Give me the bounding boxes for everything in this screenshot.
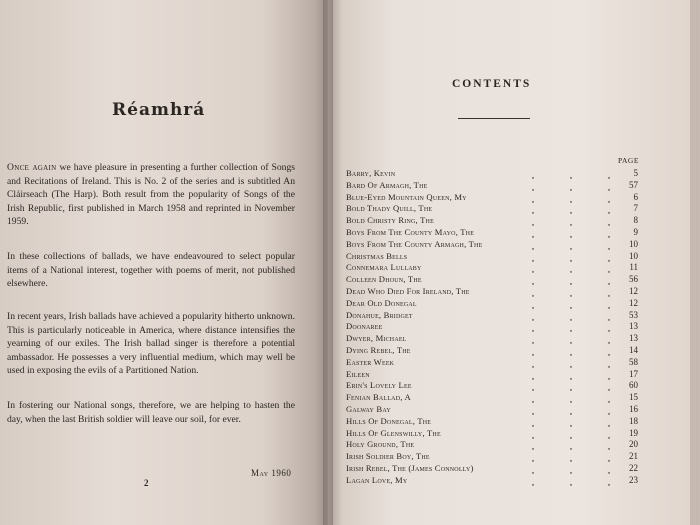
contents-entry-page: 14	[629, 344, 638, 355]
dot-leader	[506, 262, 616, 274]
contents-entry	[346, 215, 642, 227]
contents-entry	[346, 298, 642, 310]
contents-entry-title: Fenian Ballad, A	[346, 392, 411, 403]
preface-lead-in: Once again	[7, 162, 57, 173]
contents-list	[346, 168, 642, 487]
contents-entry	[346, 392, 642, 404]
contents-entry-title: Hills Of Donegal, The	[346, 415, 432, 426]
contents-entry	[346, 203, 642, 215]
contents-entry-title: Dying Rebel, The	[346, 344, 411, 355]
contents-entry-title: Doonaree	[346, 321, 383, 332]
contents-entry	[346, 345, 642, 357]
contents-entry-title: Barry, Kevin	[346, 168, 396, 178]
contents-entry-page: 53	[629, 309, 638, 320]
preface-paragraph-4: In fostering our National songs, therefore, we are helping to hasten the day, when the last British soldier will leave our soil, for ever.	[7, 400, 295, 425]
preface-paragraph-2: In these collections of ballads, we have endeavoured to select popular items of a National interest, together with poems of merit, not published elsewhere.	[7, 251, 295, 289]
contents-entry-page: 6	[633, 191, 638, 202]
contents-entry-title: Dwyer, Michael	[346, 333, 407, 344]
dot-leader	[506, 298, 616, 310]
page-edges	[690, 0, 700, 525]
dot-leader	[506, 203, 616, 215]
contents-entry-title: Boys From The County Armagh, The	[346, 238, 483, 249]
contents-entry-page: 8	[633, 215, 638, 226]
contents-entry-page: 11	[629, 262, 638, 273]
contents-entry-page: 7	[633, 203, 638, 214]
contents-entry	[346, 404, 642, 416]
dot-leader	[506, 192, 616, 204]
contents-entry-page: 21	[629, 451, 638, 462]
preface-paragraph-1	[7, 161, 295, 229]
book-gutter	[323, 0, 333, 525]
contents-entry-title: Bold Christy Ring, The	[346, 215, 434, 226]
contents-entry	[346, 463, 642, 475]
contents-entry-title: Eileen	[346, 368, 370, 379]
contents-entry	[346, 239, 642, 251]
contents-entry	[346, 380, 642, 392]
contents-entry	[346, 416, 642, 428]
dot-leader	[506, 463, 616, 475]
contents-entry-title: Lagan Love, My	[346, 474, 408, 485]
dot-leader	[506, 357, 616, 369]
dot-leader	[506, 404, 616, 416]
contents-entry-title: Boys From The County Mayo, The	[346, 226, 475, 237]
contents-entry-title: Bard Of Armagh, The	[346, 179, 428, 190]
contents-entry-page: 60	[629, 380, 638, 391]
contents-entry-page: 10	[629, 238, 638, 249]
contents-entry	[346, 369, 642, 381]
dot-leader	[506, 286, 616, 298]
contents-entry	[346, 451, 642, 463]
contents-entry	[346, 192, 642, 204]
contents-entry	[346, 439, 642, 451]
preface-paragraph-3: In recent years, Irish ballads have achieved a popularity hitherto unknown. This is particularly noticeable in America, where distance intensifies the yearning of our exiles. The Irish ballad singer is therefore a potential ambassador. He possesses a very influential medium, which may well be used in exposing the evils of a Partitioned Nation.	[7, 311, 295, 376]
contents-entry-title: Connemara Lullaby	[346, 262, 422, 273]
dot-leader	[506, 380, 616, 392]
dot-leader	[506, 439, 616, 451]
contents-entry-page: 12	[629, 297, 638, 308]
contents-entry	[346, 357, 642, 369]
contents-entry	[346, 321, 642, 333]
dot-leader	[506, 475, 616, 487]
contents-entry	[346, 286, 642, 298]
contents-entry	[346, 333, 642, 345]
contents-heading: CONTENTS	[452, 78, 532, 90]
contents-entry-title: Easter Week	[346, 356, 395, 367]
contents-entry-page: 12	[629, 285, 638, 296]
contents-entry-page: 22	[629, 462, 638, 473]
contents-entry	[346, 310, 642, 322]
contents-entry-page: 19	[629, 427, 638, 438]
dot-leader	[506, 215, 616, 227]
contents-entry-title: Blue-Eyed Mountain Queen, My	[346, 191, 467, 202]
dot-leader	[506, 345, 616, 357]
contents-entry	[346, 262, 642, 274]
contents-entry-page: 16	[629, 403, 638, 414]
contents-entry-page: 10	[629, 250, 638, 261]
contents-entry-page: 23	[629, 474, 638, 485]
left-page	[0, 0, 328, 525]
dot-leader	[506, 369, 616, 381]
contents-entry-page: 5	[633, 168, 638, 178]
contents-entry	[346, 168, 642, 180]
contents-entry	[346, 227, 642, 239]
contents-entry-title: Donahue, Bridget	[346, 309, 413, 320]
contents-entry-page: 58	[629, 356, 638, 367]
page-number: 2	[144, 478, 149, 488]
contents-entry-page: 13	[629, 321, 638, 332]
contents-entry-title: Christmas Bells	[346, 250, 408, 261]
dot-leader	[506, 333, 616, 345]
contents-entry-title: Irish Rebel, The (James Connolly)	[346, 462, 474, 473]
contents-entry-title: Colleen Dhoun, The	[346, 274, 422, 285]
contents-entry	[346, 274, 642, 286]
dot-leader	[506, 451, 616, 463]
contents-entry-page: 20	[629, 439, 638, 450]
dot-leader	[506, 274, 616, 286]
contents-entry-page: 56	[629, 274, 638, 285]
contents-entry-title: Erin's Lovely Lee	[346, 380, 412, 391]
contents-entry-title: Bold Thady Quill, The	[346, 203, 433, 214]
dot-leader	[506, 227, 616, 239]
dot-leader	[506, 321, 616, 333]
heading-rule	[458, 118, 530, 119]
preface-paragraph-1-text: we have pleasure in presenting a further collection of Songs and Recitations of Ireland. This is No. 2 of the series and is subtitled An Cláirseach (The Harp). Both result from the popularity of Songs of the Irish Republic, first published in March 1958 and reprinted in November 1959.	[7, 162, 295, 227]
contents-entry-page: 13	[629, 333, 638, 344]
contents-entry-title: Irish Soldier Boy, The	[346, 451, 430, 462]
dot-leader	[506, 239, 616, 251]
contents-entry-title: Hills Of Glenswilly, The	[346, 427, 441, 438]
contents-entry-page: 15	[629, 392, 638, 403]
contents-entry-title: Dear Old Donegal	[346, 297, 417, 308]
dot-leader	[506, 251, 616, 263]
dot-leader	[506, 310, 616, 322]
contents-entry	[346, 180, 642, 192]
dot-leader	[506, 168, 616, 180]
contents-entry-title: Dead Who Died For Ireland, The	[346, 285, 470, 296]
preface-title: Réamhrá	[112, 100, 206, 120]
contents-entry-page: 17	[629, 368, 638, 379]
contents-entry	[346, 428, 642, 440]
contents-entry-page: 18	[629, 415, 638, 426]
dot-leader	[506, 416, 616, 428]
contents-entry-page: 57	[629, 179, 638, 190]
contents-entry-title: Galway Bay	[346, 403, 391, 414]
dot-leader	[506, 180, 616, 192]
contents-entry	[346, 475, 642, 487]
page-column-label: PAGE	[618, 156, 639, 165]
dot-leader	[506, 392, 616, 404]
contents-entry-page: 9	[633, 226, 638, 237]
contents-entry-title: Holy Ground, The	[346, 439, 415, 450]
contents-entry	[346, 251, 642, 263]
preface-date: May 1960	[251, 468, 292, 478]
dot-leader	[506, 428, 616, 440]
